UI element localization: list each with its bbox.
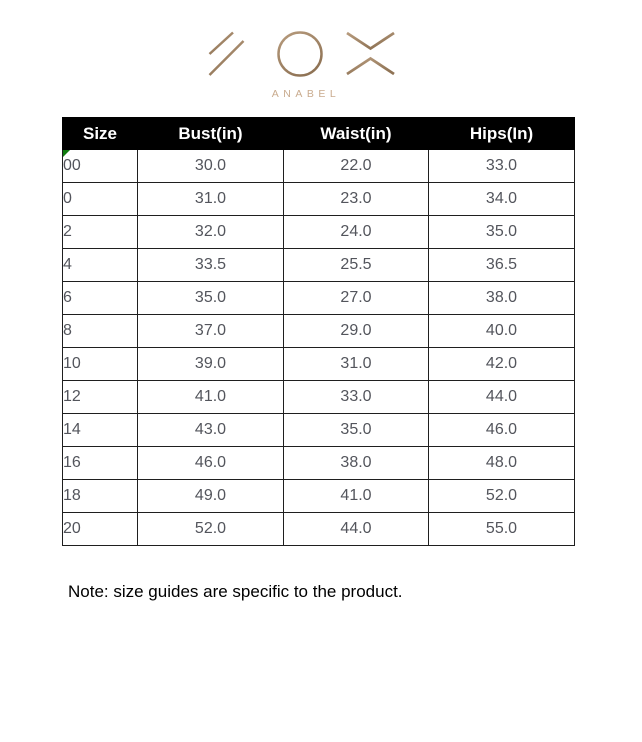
table-row <box>63 315 575 348</box>
measurement-cell: 52.0 <box>429 480 575 513</box>
measurement-cell: 25.5 <box>284 249 429 282</box>
logo-letter-x-icon <box>347 33 394 74</box>
measurement-cell: 38.0 <box>284 447 429 480</box>
measurement-cell: 35.0 <box>138 282 284 315</box>
logo-letter-o-icon <box>279 33 322 76</box>
size-cell: 6 <box>63 282 138 315</box>
header-waist: Waist(in) <box>284 118 429 150</box>
measurement-cell: 44.0 <box>284 513 429 546</box>
size-table-header <box>63 118 575 150</box>
size-cell: 16 <box>63 447 138 480</box>
measurement-cell: 30.0 <box>138 150 284 183</box>
measurement-cell: 55.0 <box>429 513 575 546</box>
header-row <box>63 118 575 150</box>
brand-logo <box>0 0 642 110</box>
measurement-cell: 39.0 <box>138 348 284 381</box>
measurement-cell: 46.0 <box>429 414 575 447</box>
size-guide-table <box>62 117 575 546</box>
table-row <box>63 480 575 513</box>
size-cell: 18 <box>63 480 138 513</box>
size-cell: 2 <box>63 216 138 249</box>
measurement-cell: 38.0 <box>429 282 575 315</box>
size-cell: 8 <box>63 315 138 348</box>
size-cell: 12 <box>63 381 138 414</box>
logo-subtitle: ANABEL <box>271 88 341 100</box>
measurement-cell: 22.0 <box>284 150 429 183</box>
table-row <box>63 216 575 249</box>
measurement-cell: 27.0 <box>284 282 429 315</box>
table-row <box>63 150 575 183</box>
measurement-cell: 29.0 <box>284 315 429 348</box>
measurement-cell: 41.0 <box>284 480 429 513</box>
measurement-cell: 46.0 <box>138 447 284 480</box>
size-cell: 20 <box>63 513 138 546</box>
header-bust: Bust(in) <box>138 118 284 150</box>
measurement-cell: 43.0 <box>138 414 284 447</box>
cell-error-triangle-icon <box>63 150 70 157</box>
size-guide-note: Note: size guides are specific to the product. <box>68 582 403 601</box>
size-cell: 10 <box>63 348 138 381</box>
measurement-cell: 35.0 <box>429 216 575 249</box>
measurement-cell: 34.0 <box>429 183 575 216</box>
header-hips: Hips(In) <box>429 118 575 150</box>
table-row <box>63 282 575 315</box>
table-row <box>63 183 575 216</box>
measurement-cell: 33.5 <box>138 249 284 282</box>
header-size: Size <box>63 118 138 150</box>
table-row <box>63 414 575 447</box>
measurement-cell: 49.0 <box>138 480 284 513</box>
measurement-cell: 52.0 <box>138 513 284 546</box>
size-cell: 14 <box>63 414 138 447</box>
measurement-cell: 33.0 <box>429 150 575 183</box>
table-row <box>63 348 575 381</box>
measurement-cell: 40.0 <box>429 315 575 348</box>
measurement-cell: 41.0 <box>138 381 284 414</box>
size-table-body <box>63 150 575 546</box>
size-cell: 0 <box>63 183 138 216</box>
logo-letter-n-icon <box>210 33 244 76</box>
table-row <box>63 381 575 414</box>
table-row <box>63 513 575 546</box>
nox-logo-icon <box>0 0 642 110</box>
measurement-cell: 32.0 <box>138 216 284 249</box>
measurement-cell: 48.0 <box>429 447 575 480</box>
measurement-cell: 35.0 <box>284 414 429 447</box>
measurement-cell: 23.0 <box>284 183 429 216</box>
measurement-cell: 44.0 <box>429 381 575 414</box>
table-row <box>63 447 575 480</box>
table-row <box>63 249 575 282</box>
measurement-cell: 42.0 <box>429 348 575 381</box>
measurement-cell: 36.5 <box>429 249 575 282</box>
measurement-cell: 24.0 <box>284 216 429 249</box>
size-cell: 00 <box>63 150 138 183</box>
measurement-cell: 31.0 <box>138 183 284 216</box>
measurement-cell: 37.0 <box>138 315 284 348</box>
size-cell: 4 <box>63 249 138 282</box>
measurement-cell: 33.0 <box>284 381 429 414</box>
measurement-cell: 31.0 <box>284 348 429 381</box>
